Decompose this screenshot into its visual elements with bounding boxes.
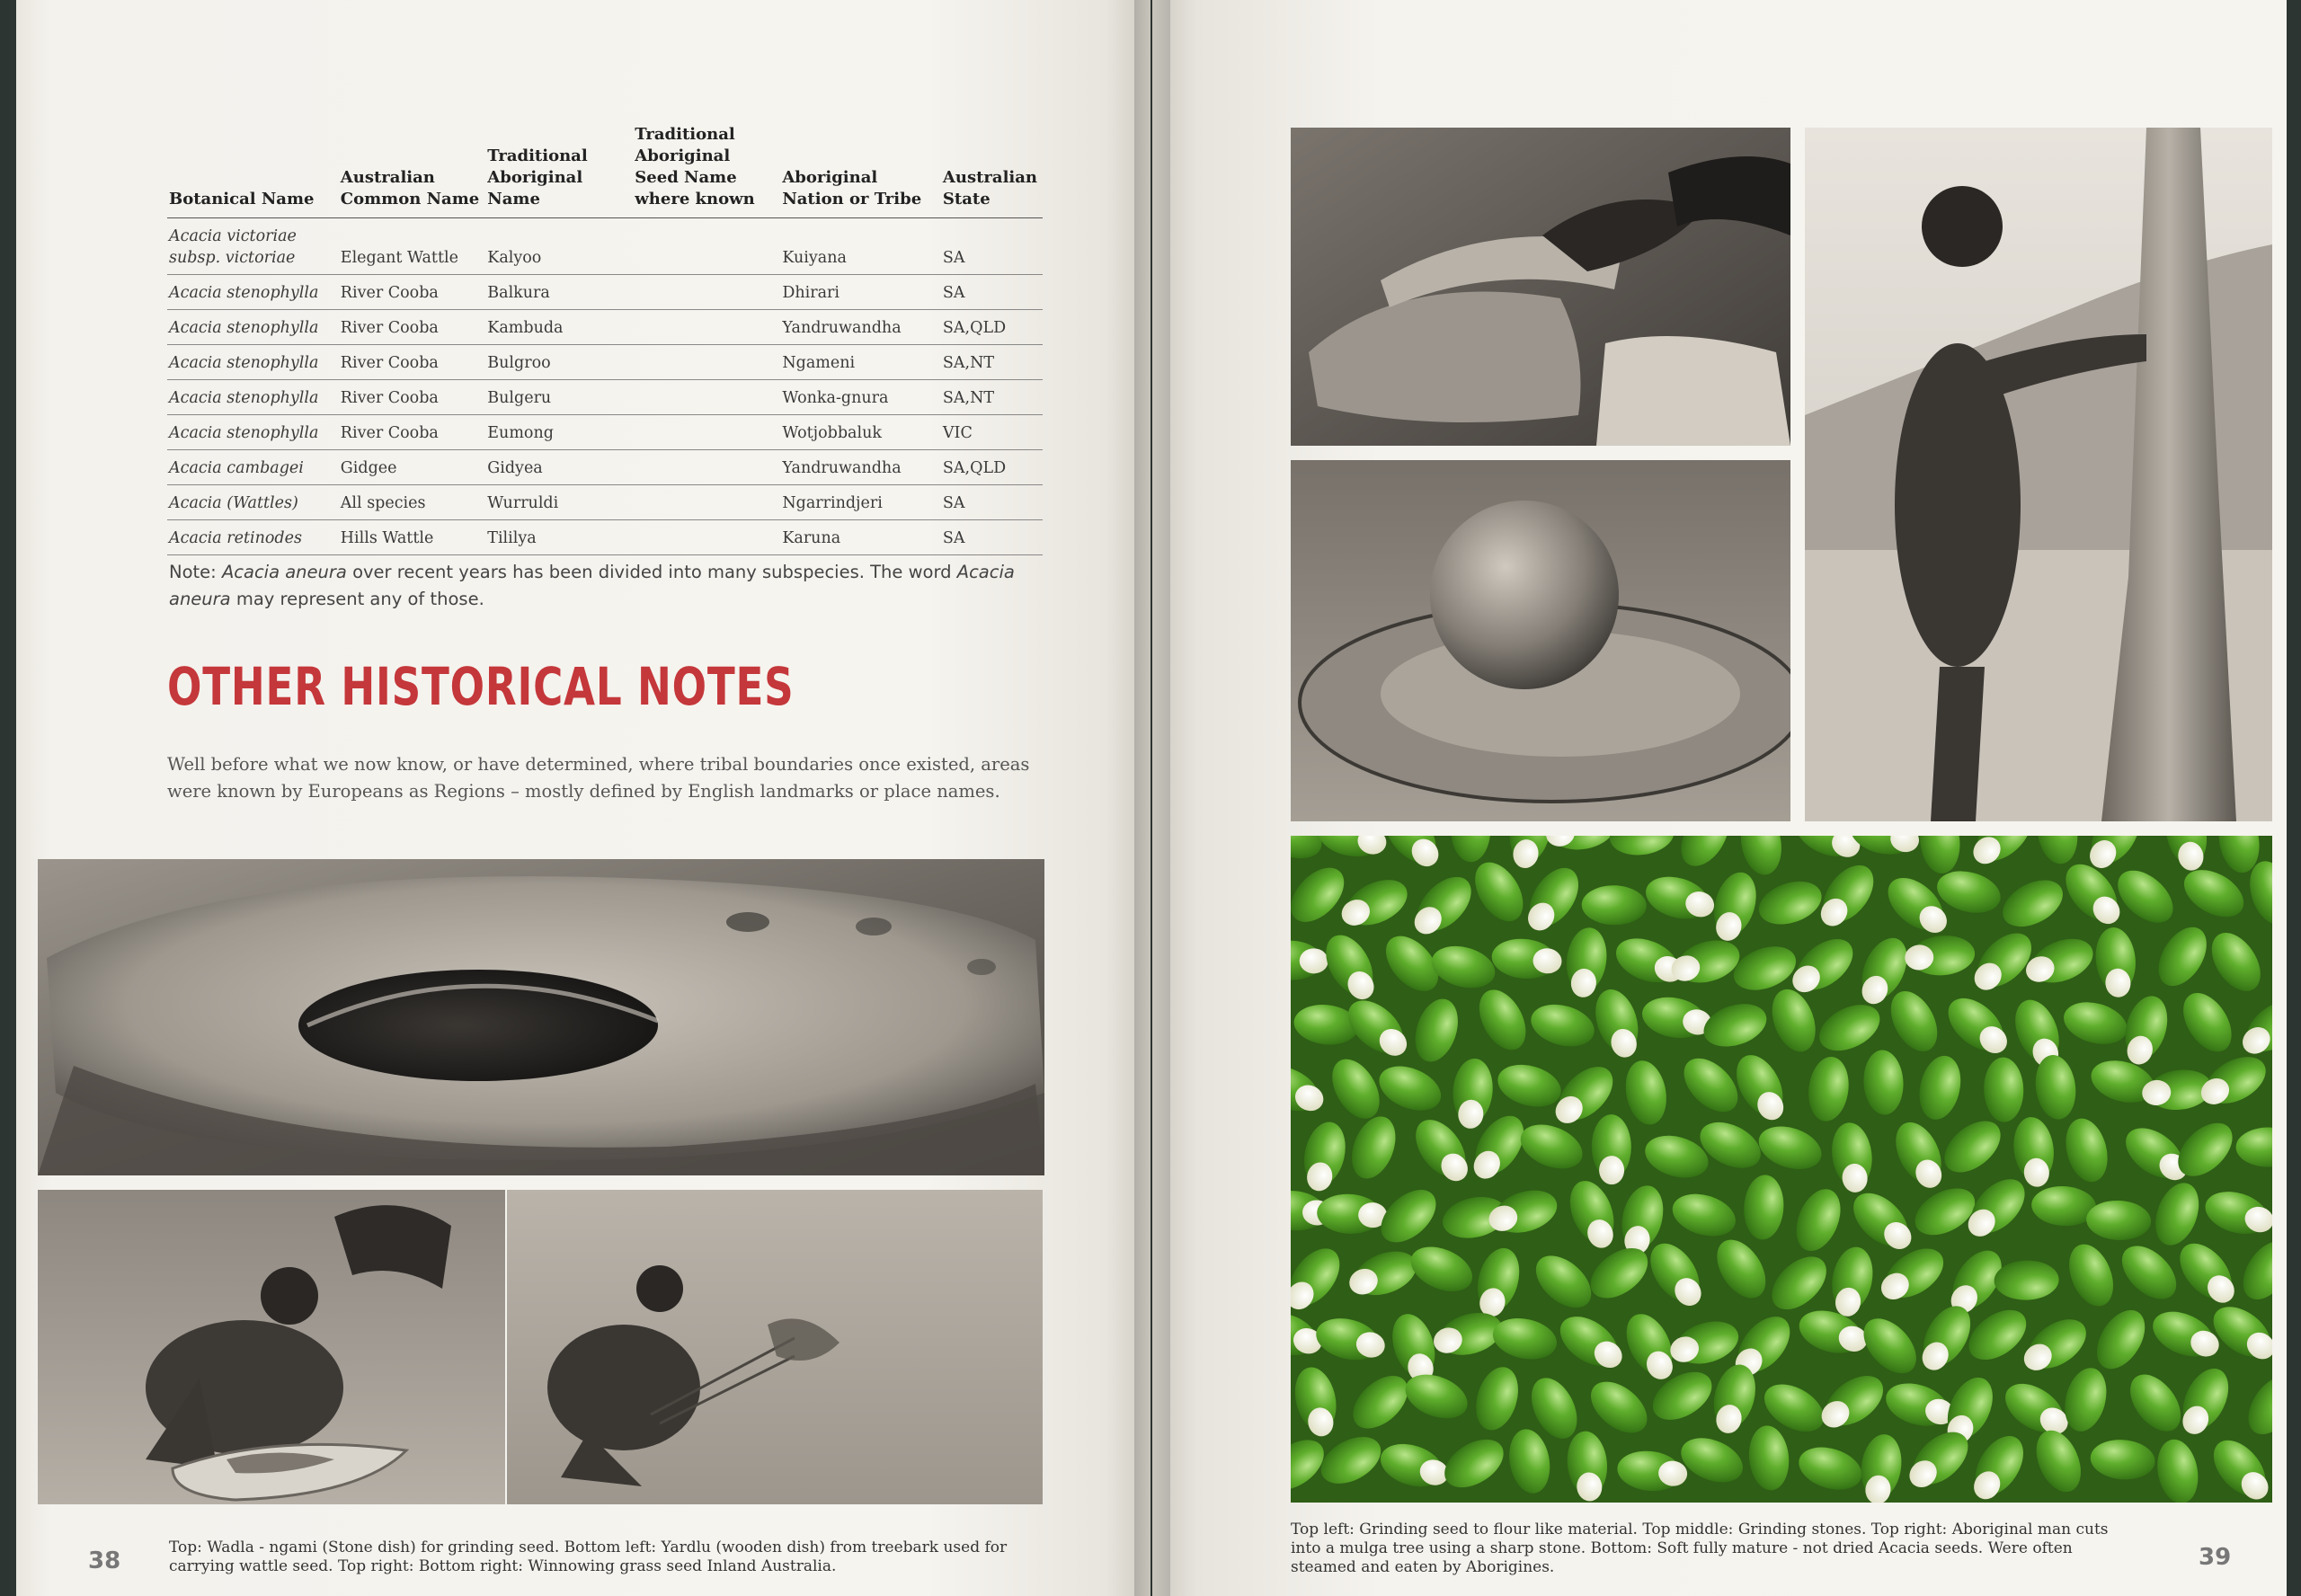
- cell-seed: [633, 485, 780, 520]
- grinding-stones-photo: [1291, 460, 1790, 821]
- cell-state: SA: [941, 275, 1043, 310]
- cell-state: VIC: [941, 415, 1043, 450]
- cell-common: River Cooba: [339, 380, 485, 415]
- cell-aboriginal: Gidyea: [485, 450, 633, 485]
- cell-common: Gidgee: [339, 450, 485, 485]
- cell-seed: [633, 450, 780, 485]
- col-nation: Aboriginal Nation or Tribe: [780, 124, 941, 218]
- left-page: [16, 0, 1150, 1596]
- cell-state: SA,QLD: [941, 310, 1043, 345]
- grinding-seed-photo: [1291, 128, 1790, 446]
- cell-seed: [633, 380, 780, 415]
- cell-nation: Ngarrindjeri: [780, 485, 941, 520]
- page-number-right: 39: [2199, 1544, 2232, 1571]
- cell-state: SA: [941, 218, 1043, 275]
- cell-state: SA,NT: [941, 380, 1043, 415]
- right-page-caption: Top left: Grinding seed to flour like material. Top middle: Grinding stones. Top right: Aboriginal man cuts into a mulga tree using a sharp stone. Bottom: Soft fully mature - not dried Acacia seeds. Were often steamed and eaten by Aborigines.: [1291, 1521, 2109, 1576]
- cell-aboriginal: Wurruldi: [485, 485, 633, 520]
- cell-nation: Yandruwandha: [780, 310, 941, 345]
- cell-aboriginal: Kalyoo: [485, 218, 633, 275]
- cell-botanical: Acacia cambagei: [167, 450, 339, 485]
- note-middle: over recent years has been divided into many subspecies. The word: [346, 562, 957, 582]
- cell-common: River Cooba: [339, 415, 485, 450]
- table-row: [167, 275, 1043, 310]
- cell-aboriginal: Balkura: [485, 275, 633, 310]
- col-aboriginal-name: Traditional Aboriginal Name: [485, 124, 633, 218]
- section-body: Well before what we now know, or have determined, where tribal boundaries once existed, areas were known by Europeans as Regions – mostly defined by English landmarks or place names.: [167, 754, 1030, 802]
- cell-seed: [633, 415, 780, 450]
- cell-botanical: Acacia stenophylla: [167, 310, 339, 345]
- table-row: [167, 345, 1043, 380]
- cell-aboriginal: Kambuda: [485, 310, 633, 345]
- cell-seed: [633, 310, 780, 345]
- cell-common: Hills Wattle: [339, 520, 485, 555]
- cell-nation: Ngameni: [780, 345, 941, 380]
- cell-seed: [633, 345, 780, 380]
- cell-nation: Kuiyana: [780, 218, 941, 275]
- col-state: Australian State: [941, 124, 1043, 218]
- table-row: [167, 310, 1043, 345]
- acacia-seeds-photo: [1291, 836, 2272, 1503]
- page-number-left: 38: [88, 1547, 121, 1574]
- cell-aboriginal: Bulgeru: [485, 380, 633, 415]
- cell-aboriginal: Bulgroo: [485, 345, 633, 380]
- cell-state: SA: [941, 520, 1043, 555]
- cell-common: Elegant Wattle: [339, 218, 485, 275]
- cell-nation: Wotjobbaluk: [780, 415, 941, 450]
- cell-botanical: Acacia retinodes: [167, 520, 339, 555]
- table-row: [167, 218, 1043, 275]
- cell-common: All species: [339, 485, 485, 520]
- cell-seed: [633, 275, 780, 310]
- table-row: [167, 485, 1043, 520]
- cell-seed: [633, 520, 780, 555]
- table-row: [167, 450, 1043, 485]
- table-row: [167, 520, 1043, 555]
- mulga-tree-photo: [1805, 128, 2272, 821]
- cell-common: River Cooba: [339, 275, 485, 310]
- cell-botanical: Acacia stenophylla: [167, 415, 339, 450]
- cell-botanical: Acacia stenophylla: [167, 380, 339, 415]
- note-term: Acacia aneura: [169, 562, 1015, 609]
- book-spine: [1134, 0, 1170, 1596]
- cell-state: SA,QLD: [941, 450, 1043, 485]
- cell-state: SA,NT: [941, 345, 1043, 380]
- winnowing-photo: [507, 1190, 1043, 1504]
- cell-aboriginal: Tililya: [485, 520, 633, 555]
- cell-nation: Yandruwandha: [780, 450, 941, 485]
- stone-dish-photo: [38, 859, 1044, 1175]
- wooden-dish-photo: [38, 1190, 505, 1504]
- left-page-caption: Top: Wadla - ngami (Stone dish) for grinding seed. Bottom left: Yardlu (wooden dish) from treebark used for carrying wattle seed. Top right: Bottom right: Winnowing grass seed Inland Australia.: [169, 1538, 1008, 1575]
- note-suffix: may represent any of those.: [230, 589, 484, 609]
- section-heading: OTHER HISTORICAL NOTES: [167, 656, 795, 717]
- note-prefix: Note:: [169, 562, 222, 582]
- cell-common: River Cooba: [339, 345, 485, 380]
- note-term: Acacia aneura: [221, 562, 347, 582]
- cell-aboriginal: Eumong: [485, 415, 633, 450]
- col-common-name: Australian Common Name: [339, 124, 485, 218]
- cell-botanical: Acacia (Wattles): [167, 485, 339, 520]
- right-page: [1152, 0, 2287, 1596]
- table-row: [167, 415, 1043, 450]
- cell-botanical: Acacia stenophylla: [167, 345, 339, 380]
- acacia-aneura-note: [169, 559, 1045, 613]
- col-seed-name: Traditional Aboriginal Seed Name where known: [633, 124, 780, 218]
- cell-botanical: Acacia stenophylla: [167, 275, 339, 310]
- cell-botanical: Acacia victoriae subsp. victoriae: [167, 218, 339, 275]
- cell-nation: Karuna: [780, 520, 941, 555]
- cell-nation: Dhirari: [780, 275, 941, 310]
- col-botanical-name: Botanical Name: [167, 124, 339, 218]
- table-header-row: [167, 124, 1043, 218]
- cell-seed: [633, 218, 780, 275]
- cell-nation: Wonka-gnura: [780, 380, 941, 415]
- seed-names-table: [167, 124, 1043, 555]
- cell-state: SA: [941, 485, 1043, 520]
- table-row: [167, 380, 1043, 415]
- cell-common: River Cooba: [339, 310, 485, 345]
